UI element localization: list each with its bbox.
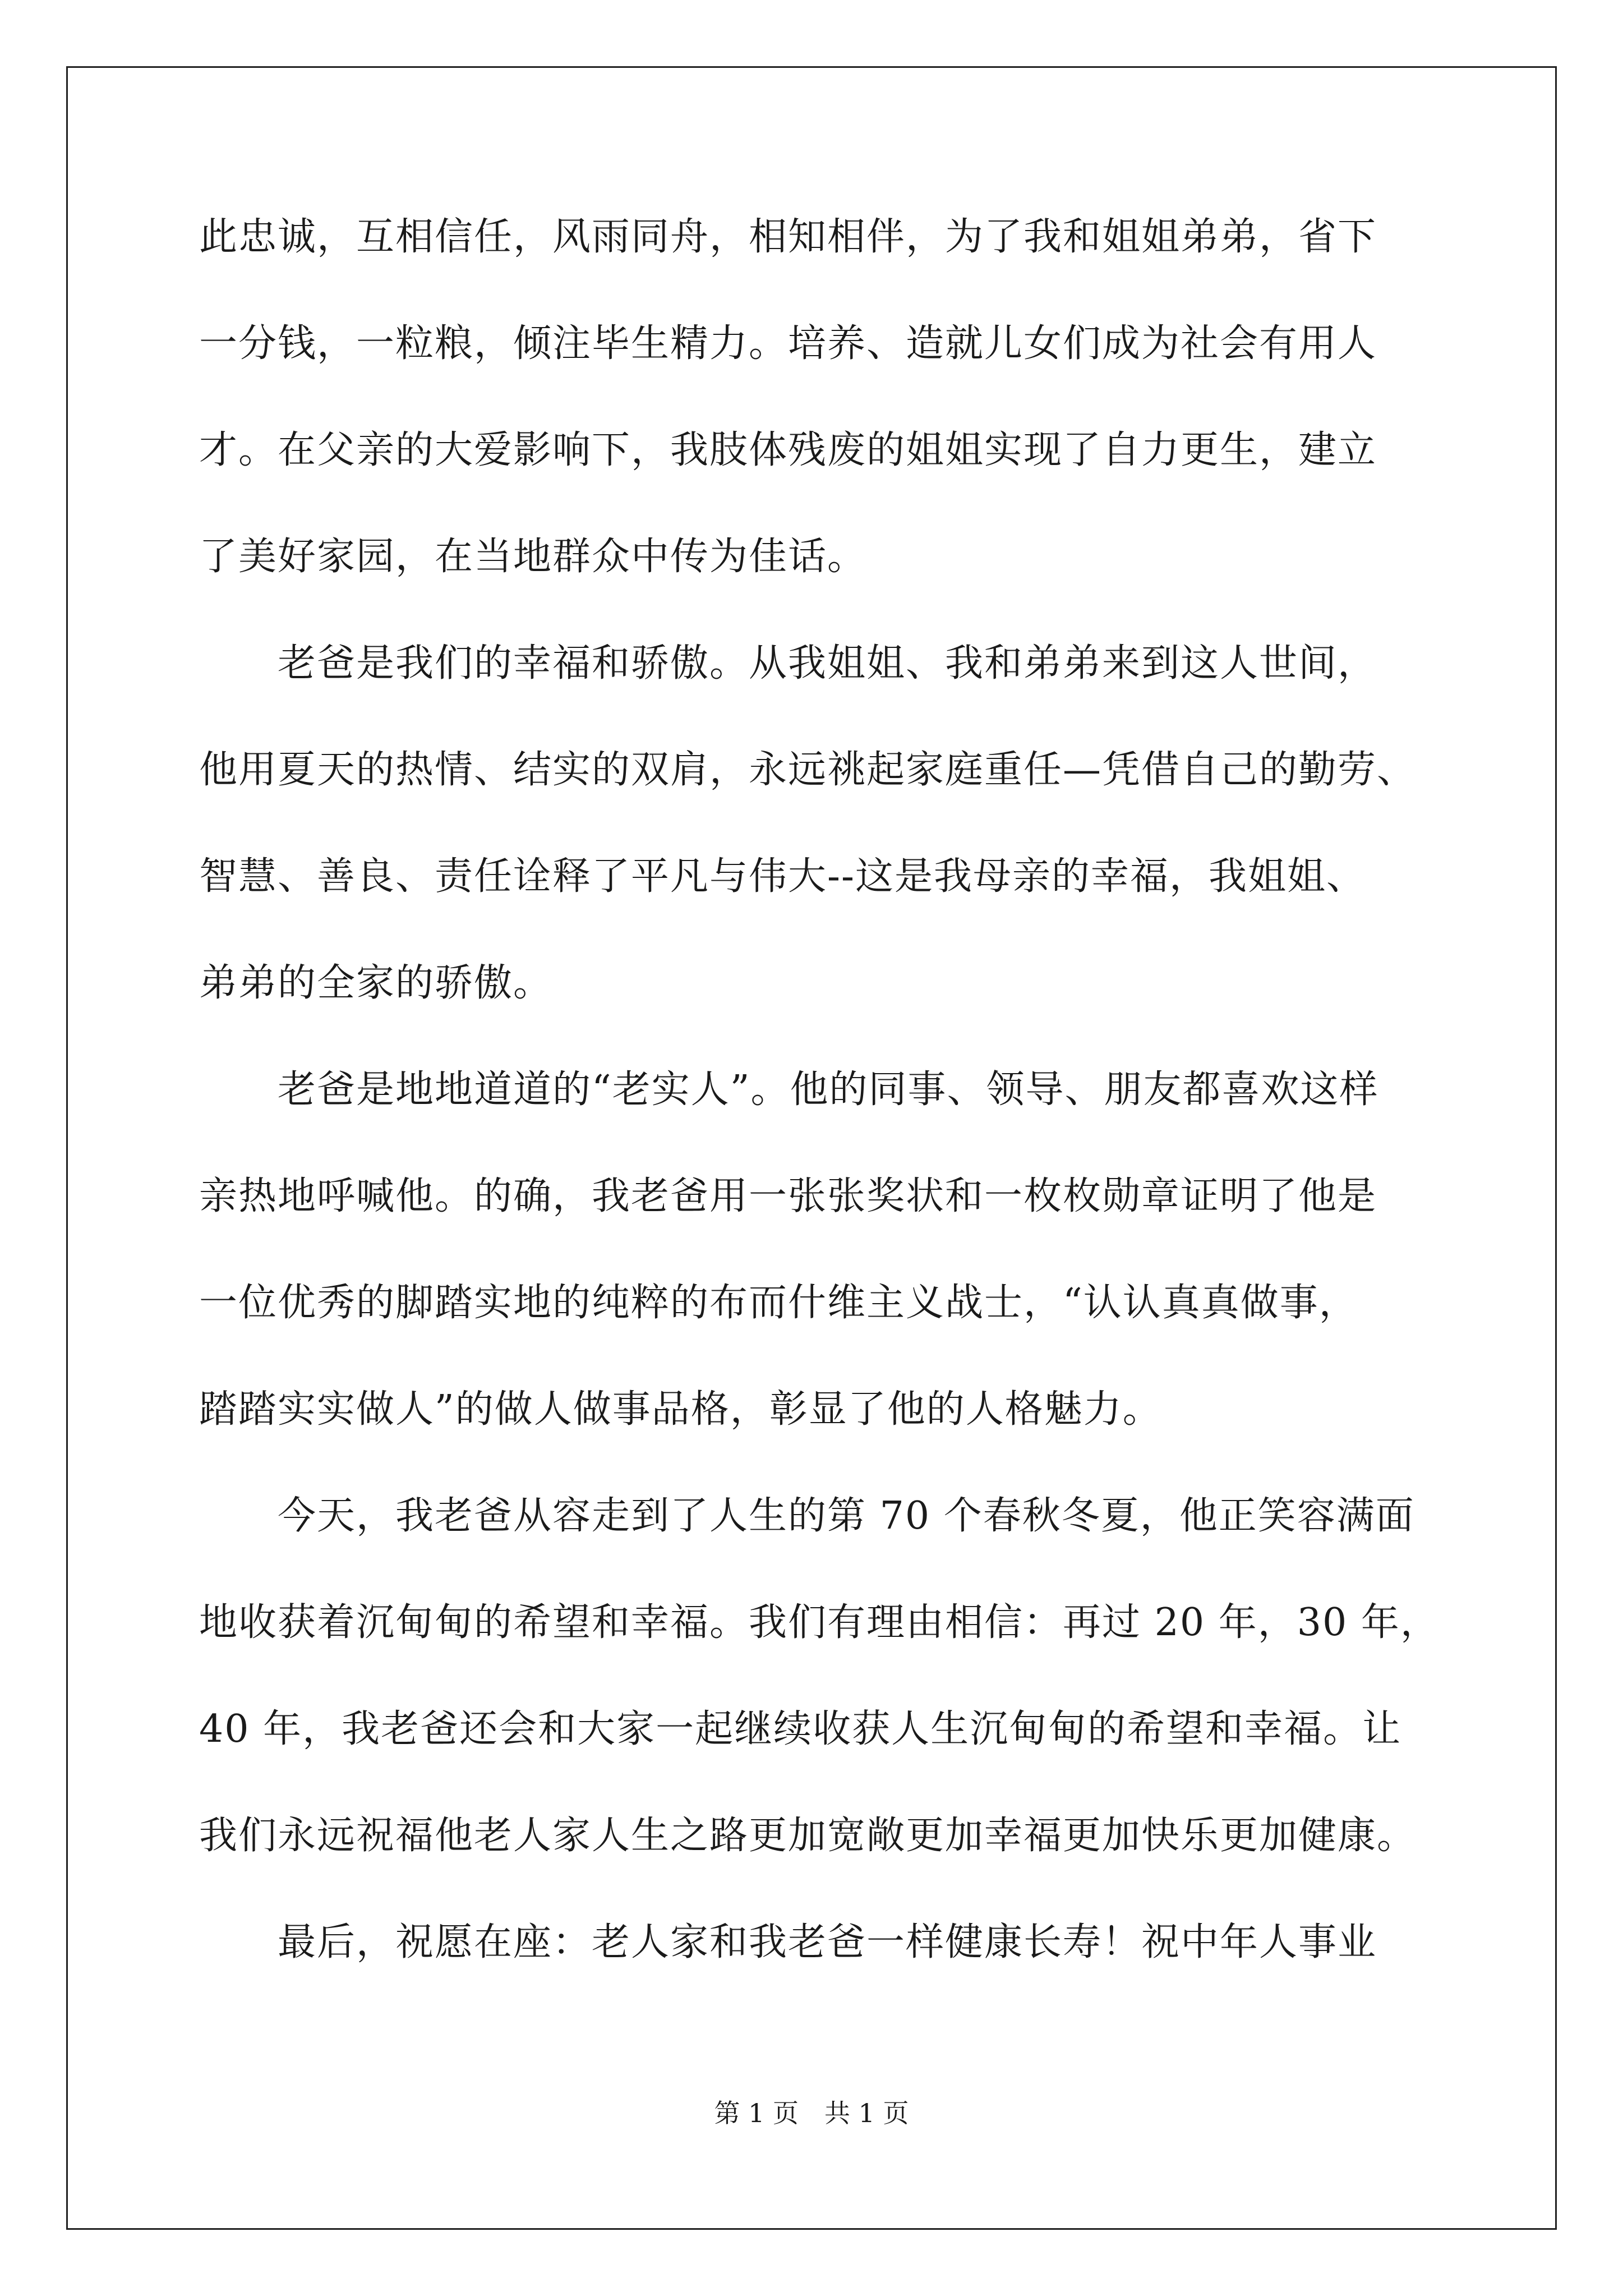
text-line: 地收获着沉甸甸的希望和幸福。我们有理由相信：再过 20 年，30 年， [199, 1600, 1440, 1645]
text-line: 才。在父亲的大爱影响下，我肢体残废的姐姐实现了自力更生，建立 [199, 428, 1377, 472]
text-line: 了美好家园，在当地群众中传为佳话。 [199, 535, 867, 579]
text-line: 今天，我老爸从容走到了人生的第 70 个春秋冬夏，他正笑容满面 [199, 1494, 1415, 1538]
text-line: 我们永远祝福他老人家人生之路更加宽敞更加幸福更加快乐更加健康。 [199, 1814, 1417, 1858]
text-line: 一分钱，一粒粮，倾注毕生精力。培养、造就儿女们成为社会有用人 [199, 321, 1377, 366]
text-line: 踏踏实实做人”的做人做事品格，彰显了他的人格魅力。 [199, 1387, 1162, 1432]
text-line: 老爸是我们的幸福和骄傲。从我姐姐、我和弟弟来到这人世间， [199, 641, 1377, 685]
text-line: 老爸是地地道道的“老实人”。他的同事、领导、朋友都喜欢这样 [199, 1068, 1379, 1112]
text-line: 他用夏天的热情、结实的双肩，永远祧起家庭重任—凭借自己的勤劳、 [199, 748, 1417, 792]
document-body [199, 212, 1440, 2024]
text-line: 智慧、善良、责任诠释了平凡与伟大--这是我母亲的幸福，我姐姐、 [199, 854, 1366, 899]
page-footer: 第 1 页 共 1 页 [714, 2098, 909, 2128]
text-line: 弟弟的全家的骄傲。 [199, 961, 553, 1005]
text-line: 亲热地呼喊他。的确，我老爸用一张张奖状和一枚枚勋章证明了他是 [199, 1174, 1377, 1218]
text-line: 此忠诚，互相信任，风雨同舟，相知相伴，为了我和姐姐弟弟，省下 [199, 215, 1377, 259]
text-line: 40 年，我老爸还会和大家一起继续收获人生沉甸甸的希望和幸福。让 [199, 1707, 1402, 1751]
text-line: 最后，祝愿在座：老人家和我老爸一样健康长寿！祝中年人事业 [199, 1920, 1377, 1964]
text-line: 一位优秀的脚踏实地的纯粹的布而什维主义战士，“认认真真做事， [199, 1281, 1358, 1325]
